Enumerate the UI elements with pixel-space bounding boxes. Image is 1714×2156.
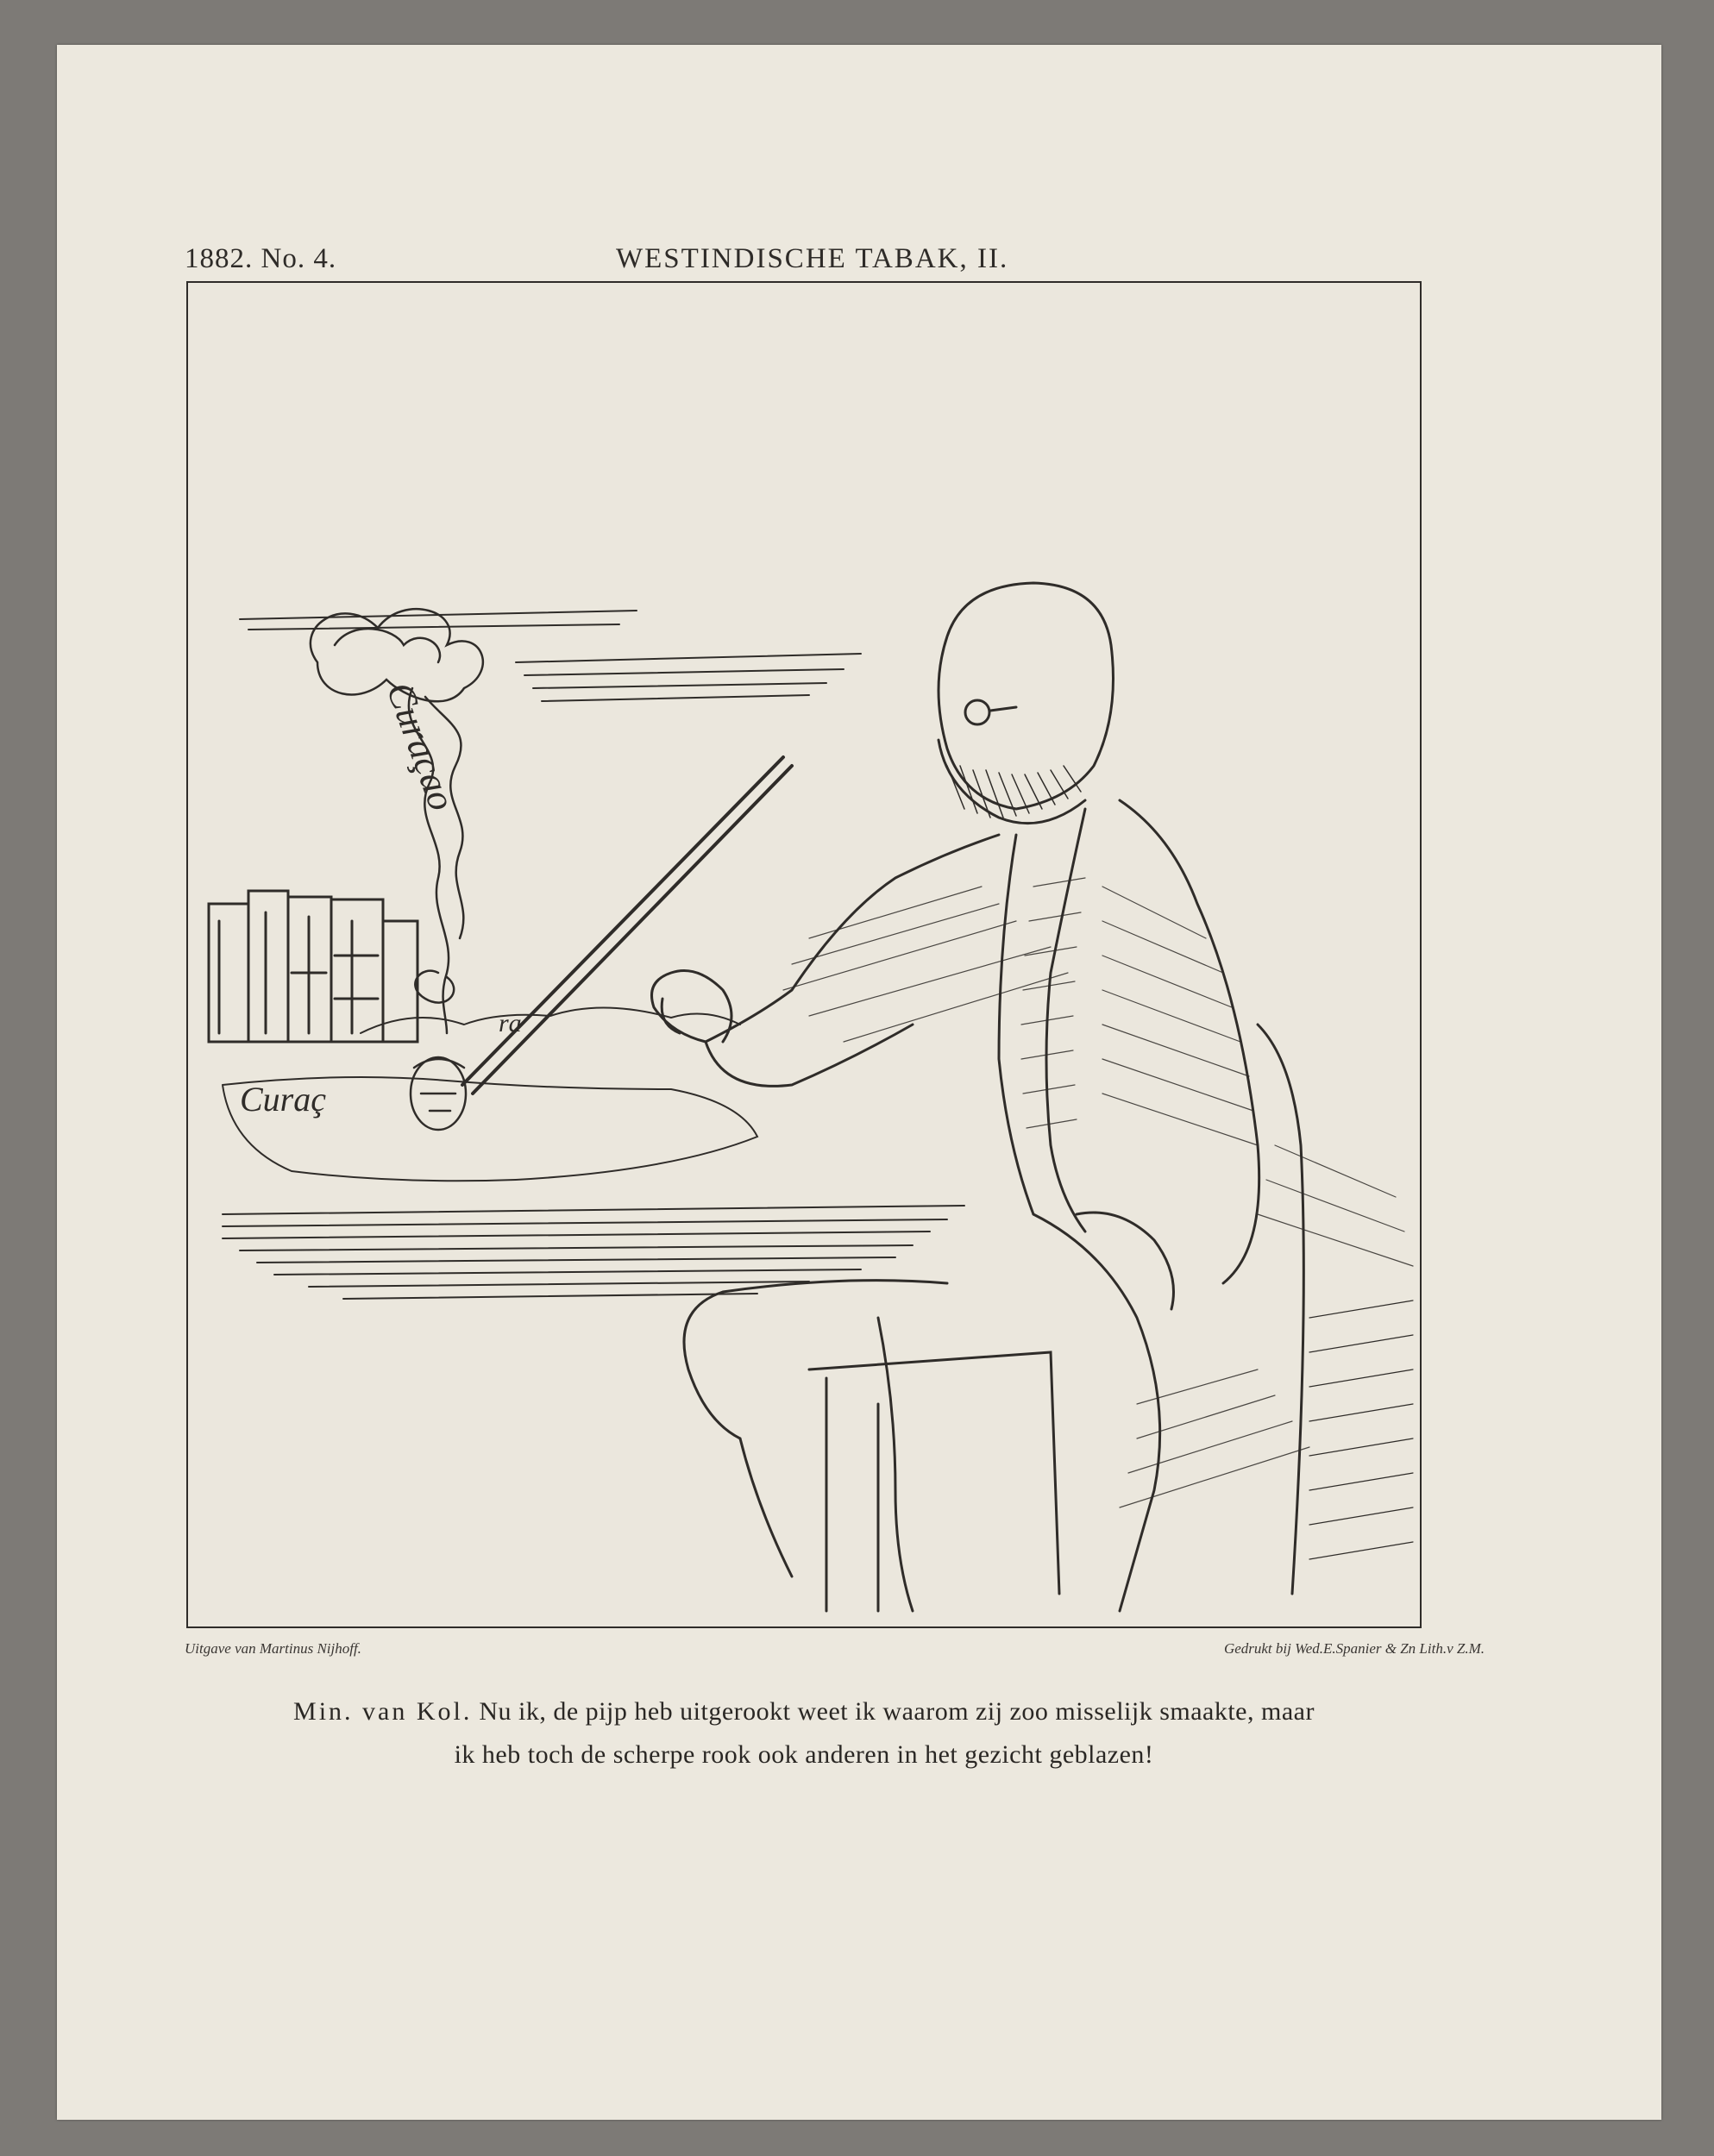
issue-number: 1882. No. 4. [185, 243, 337, 274]
caption-speaker: Min. van Kol. [293, 1697, 473, 1726]
floor-hatching [1309, 1300, 1413, 1559]
smoke-lettering: Curaçao [378, 676, 464, 817]
pipe-stem [462, 757, 792, 1094]
hand [652, 971, 732, 1043]
caption-text-1: Nu ik, de pijp heb uitgerookt weet ik waarom zij zoo misselijk smaakte, maar [479, 1697, 1315, 1726]
land-lettering-2: ra [499, 1009, 522, 1037]
illustration-frame [186, 281, 1422, 1628]
page-title: WESTINDISCHE TABAK, II. [616, 243, 1009, 274]
pipe-bowl-head [411, 1057, 466, 1130]
land-lettering: Curaç [240, 1080, 326, 1119]
cartoon-illustration [188, 283, 1420, 1626]
man-head [939, 583, 1114, 824]
caption [186, 1690, 1422, 1777]
printer-imprint: Gedrukt bij Wed.E.Spanier & Zn Lith.v Z.M. [1223, 1640, 1485, 1657]
chair [809, 1025, 1303, 1611]
buildings [209, 891, 418, 1042]
smoke-swirl [311, 609, 483, 1033]
caption-line-1 [186, 1690, 1422, 1733]
publisher-imprint: Uitgave van Martinus Nijhoff. [185, 1640, 361, 1657]
caption-line-2: ik heb toch de scherpe rook ook anderen in het gezicht geblazen! [454, 1740, 1154, 1769]
